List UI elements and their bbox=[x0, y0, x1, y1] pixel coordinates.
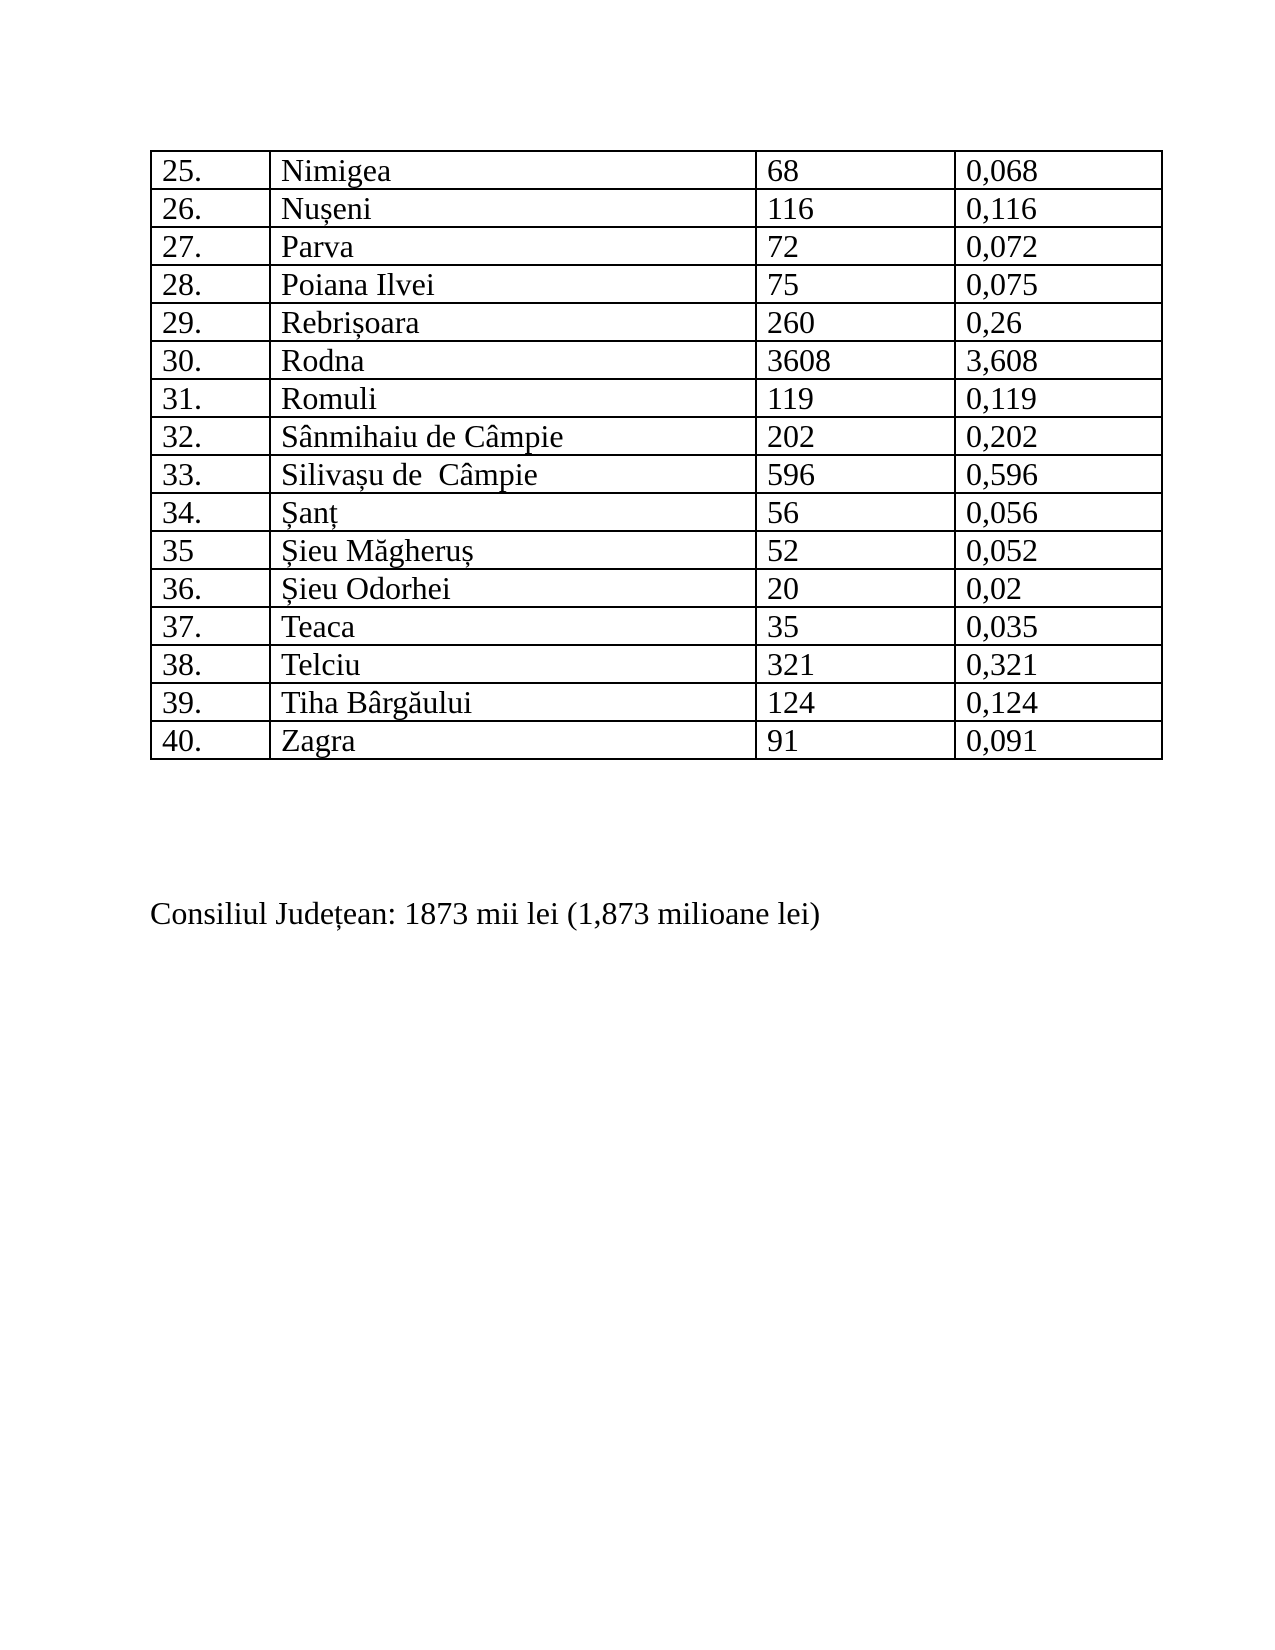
locality-name: Poiana Ilvei bbox=[270, 265, 756, 303]
amount-thousands: 596 bbox=[756, 455, 955, 493]
table-row bbox=[151, 227, 1162, 265]
amount-thousands: 68 bbox=[756, 151, 955, 189]
table-row bbox=[151, 265, 1162, 303]
amount-millions: 0,596 bbox=[955, 455, 1162, 493]
table-row bbox=[151, 569, 1162, 607]
row-number: 38. bbox=[151, 645, 270, 683]
amount-thousands: 75 bbox=[756, 265, 955, 303]
locality-name: Nușeni bbox=[270, 189, 756, 227]
locality-name: Sânmihaiu de Câmpie bbox=[270, 417, 756, 455]
amount-millions: 0,124 bbox=[955, 683, 1162, 721]
locality-name: Rebrișoara bbox=[270, 303, 756, 341]
amount-millions: 0,202 bbox=[955, 417, 1162, 455]
amount-millions: 0,26 bbox=[955, 303, 1162, 341]
amount-millions: 0,072 bbox=[955, 227, 1162, 265]
amount-thousands: 56 bbox=[756, 493, 955, 531]
amount-millions: 0,068 bbox=[955, 151, 1162, 189]
amount-thousands: 72 bbox=[756, 227, 955, 265]
table-row bbox=[151, 531, 1162, 569]
amount-millions: 0,075 bbox=[955, 265, 1162, 303]
amount-thousands: 260 bbox=[756, 303, 955, 341]
locality-name: Șanț bbox=[270, 493, 756, 531]
county-council-total: Consiliul Județean: 1873 mii lei (1,873 milioane lei) bbox=[150, 895, 821, 931]
locality-name: Telciu bbox=[270, 645, 756, 683]
locality-name: Parva bbox=[270, 227, 756, 265]
table-row bbox=[151, 645, 1162, 683]
allocation-table-body bbox=[151, 151, 1162, 759]
amount-millions: 0,116 bbox=[955, 189, 1162, 227]
row-number: 36. bbox=[151, 569, 270, 607]
amount-thousands: 35 bbox=[756, 607, 955, 645]
amount-millions: 0,321 bbox=[955, 645, 1162, 683]
table-row bbox=[151, 417, 1162, 455]
table-row bbox=[151, 379, 1162, 417]
amount-thousands: 124 bbox=[756, 683, 955, 721]
amount-thousands: 116 bbox=[756, 189, 955, 227]
locality-name: Teaca bbox=[270, 607, 756, 645]
row-number: 29. bbox=[151, 303, 270, 341]
amount-thousands: 52 bbox=[756, 531, 955, 569]
row-number: 32. bbox=[151, 417, 270, 455]
locality-name: Zagra bbox=[270, 721, 756, 759]
row-number: 40. bbox=[151, 721, 270, 759]
row-number: 35 bbox=[151, 531, 270, 569]
locality-name: Nimigea bbox=[270, 151, 756, 189]
locality-name: Șieu Odorhei bbox=[270, 569, 756, 607]
row-number: 37. bbox=[151, 607, 270, 645]
amount-thousands: 3608 bbox=[756, 341, 955, 379]
amount-millions: 3,608 bbox=[955, 341, 1162, 379]
row-number: 34. bbox=[151, 493, 270, 531]
table-row bbox=[151, 493, 1162, 531]
amount-millions: 0,091 bbox=[955, 721, 1162, 759]
row-number: 28. bbox=[151, 265, 270, 303]
row-number: 26. bbox=[151, 189, 270, 227]
row-number: 27. bbox=[151, 227, 270, 265]
table-row bbox=[151, 151, 1162, 189]
table-row bbox=[151, 341, 1162, 379]
amount-millions: 0,02 bbox=[955, 569, 1162, 607]
row-number: 30. bbox=[151, 341, 270, 379]
allocation-table bbox=[150, 150, 1163, 760]
locality-name: Silivașu de Câmpie bbox=[270, 455, 756, 493]
table-row bbox=[151, 607, 1162, 645]
row-number: 31. bbox=[151, 379, 270, 417]
amount-millions: 0,119 bbox=[955, 379, 1162, 417]
amount-thousands: 119 bbox=[756, 379, 955, 417]
row-number: 33. bbox=[151, 455, 270, 493]
amount-thousands: 202 bbox=[756, 417, 955, 455]
table-row bbox=[151, 683, 1162, 721]
amount-millions: 0,035 bbox=[955, 607, 1162, 645]
locality-name: Rodna bbox=[270, 341, 756, 379]
amount-thousands: 321 bbox=[756, 645, 955, 683]
amount-millions: 0,056 bbox=[955, 493, 1162, 531]
locality-name: Tiha Bârgăului bbox=[270, 683, 756, 721]
amount-millions: 0,052 bbox=[955, 531, 1162, 569]
locality-name: Romuli bbox=[270, 379, 756, 417]
table-row bbox=[151, 455, 1162, 493]
table-row bbox=[151, 721, 1162, 759]
amount-thousands: 20 bbox=[756, 569, 955, 607]
table-row bbox=[151, 303, 1162, 341]
locality-name: Șieu Măgheruș bbox=[270, 531, 756, 569]
row-number: 25. bbox=[151, 151, 270, 189]
amount-thousands: 91 bbox=[756, 721, 955, 759]
row-number: 39. bbox=[151, 683, 270, 721]
table-row bbox=[151, 189, 1162, 227]
